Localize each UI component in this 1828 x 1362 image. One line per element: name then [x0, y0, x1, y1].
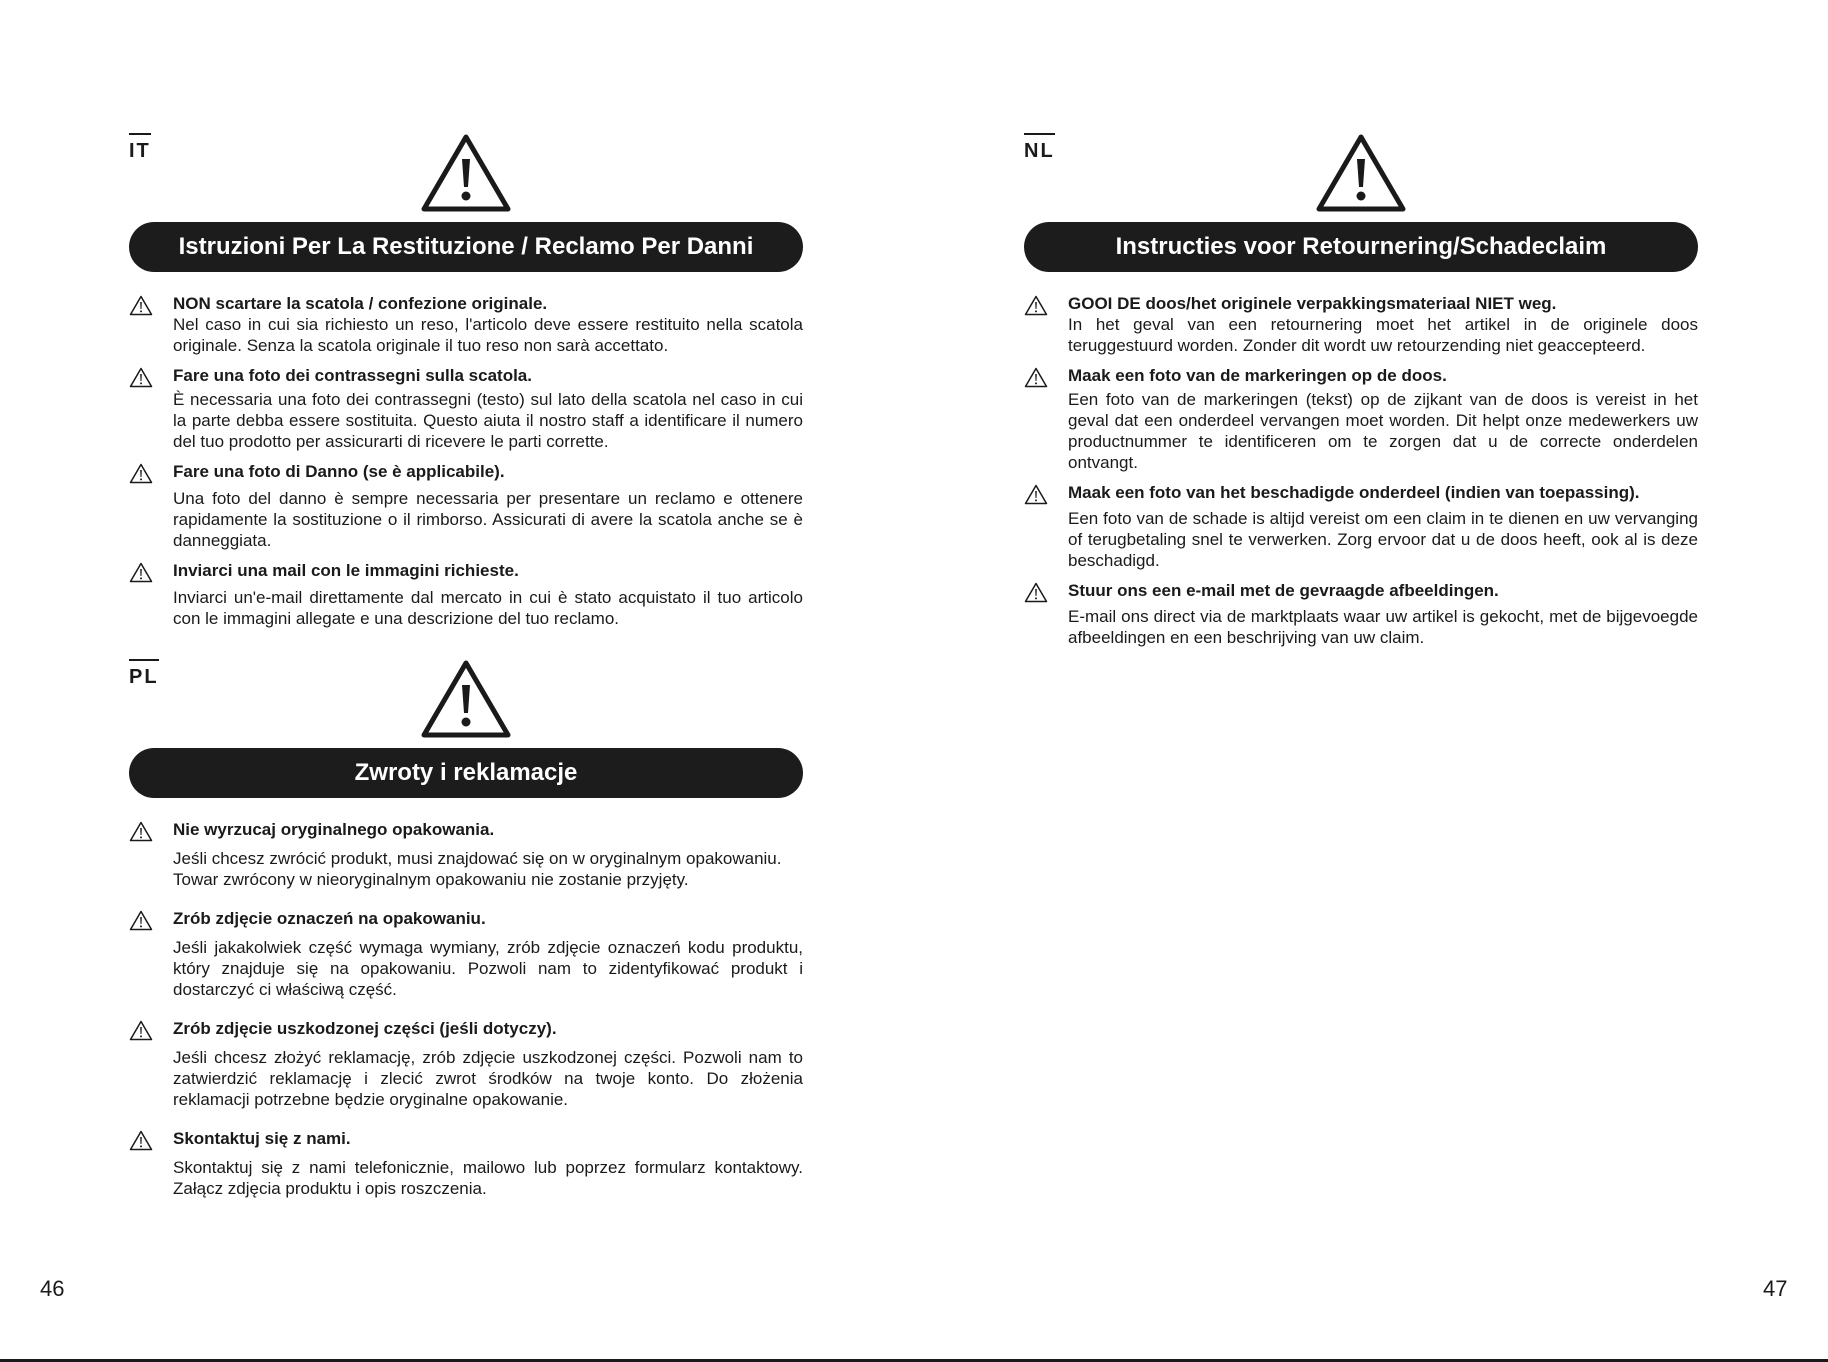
list-item	[129, 365, 803, 452]
item-body: Jeśli chcesz zwrócić produkt, musi znajdować się on w oryginalnym opakowaniu. Towar zwrócony w nieoryginalnym opakowaniu nie zostanie przyjęty.	[173, 849, 782, 889]
page-number-left: 46	[40, 1276, 65, 1301]
section-it	[129, 133, 803, 653]
list-item	[1024, 580, 1698, 648]
section-title-banner: Zwroty i reklamacje	[129, 748, 803, 798]
item-body: Een foto van de markeringen (tekst) op de zijkant van de doos is vereist in het geval dat een onderdeel vervangen moet worden. Dit helpt onze medewerkers uw productnummer te identificeren om te zorgen dat u de correcte onderdelen ontvangt.	[1068, 390, 1698, 472]
warning-icon	[1024, 295, 1048, 316]
warning-icon	[129, 367, 153, 388]
section-pl	[129, 659, 803, 1219]
warning-icon	[1024, 582, 1048, 603]
instruction-list	[1024, 293, 1698, 648]
page-number-right: 47	[1763, 1276, 1788, 1301]
warning-icon	[129, 910, 153, 931]
item-body: Inviarci un'e-mail direttamente dal mercato in cui è stato acquistato il tuo articolo con le immagini allegate e una descrizione del tuo reclamo.	[173, 588, 803, 628]
list-item	[129, 819, 803, 890]
warning-triangle-icon	[420, 133, 512, 213]
item-title: Nie wyrzucaj oryginalnego opakowania.	[173, 820, 495, 839]
section-title-banner: Istruzioni Per La Restituzione / Reclamo Per Danni	[129, 222, 803, 272]
warning-icon	[1024, 367, 1048, 388]
item-body: Jeśli chcesz złożyć reklamację, zrób zdjęcie uszkodzonej części. Pozwoli nam to zatwierdzić reklamację i zlecić zwrot środków na twoje konto. Do złożenia reklamacji potrzebne będzie oryginalne opakowanie.	[173, 1048, 803, 1109]
warning-triangle-icon	[1315, 133, 1407, 213]
item-body: Een foto van de schade is altijd vereist om een claim in te dienen en uw vervanging of terugbetaling snel te verwerken. Zorg ervoor dat u de doos heeft, ook al is deze beschadigd.	[1068, 509, 1698, 570]
instruction-list	[129, 293, 803, 629]
language-label: NL	[1024, 133, 1055, 161]
item-title: Stuur ons een e-mail met de gevraagde afbeeldingen.	[1068, 581, 1499, 600]
instruction-list	[129, 819, 803, 1199]
list-item	[129, 461, 803, 551]
item-body: In het geval van een retournering moet het artikel in de originele doos teruggestuurd worden. Zonder dit wordt uw retourzending niet geaccepteerd.	[1068, 315, 1698, 355]
section-title-banner: Instructies voor Retournering/Schadeclaim	[1024, 222, 1698, 272]
warning-icon	[129, 1130, 153, 1151]
warning-icon	[129, 1020, 153, 1041]
list-item	[1024, 365, 1698, 473]
language-label: PL	[129, 659, 159, 687]
item-title: Fare una foto di Danno (se è applicabile).	[173, 462, 505, 481]
warning-icon	[129, 821, 153, 842]
item-body: Una foto del danno è sempre necessaria per presentare un reclamo e ottenere rapidamente la sostituzione o il rimborso. Assicurati di avere la scatola anche se è danneggiata.	[173, 489, 803, 550]
list-item	[129, 560, 803, 629]
item-body: Nel caso in cui sia richiesto un reso, l'articolo deve essere restituito nella scatola originale. Senza la scatola originale il tuo reso non sarà accettato.	[173, 315, 803, 355]
section-nl	[1024, 133, 1698, 673]
warning-icon	[1024, 484, 1048, 505]
list-item	[129, 1018, 803, 1110]
item-body: Skontaktuj się z nami telefonicznie, mailowo lub poprzez formularz kontaktowy. Załącz zdjęcia produktu i opis roszczenia.	[173, 1158, 803, 1198]
item-title: Zrób zdjęcie oznaczeń na opakowaniu.	[173, 909, 486, 928]
list-item	[1024, 482, 1698, 571]
warning-icon	[129, 562, 153, 583]
warning-triangle-icon	[420, 659, 512, 739]
item-title: Skontaktuj się z nami.	[173, 1129, 351, 1148]
item-title: NON scartare la scatola / confezione originale.	[173, 294, 548, 313]
item-title: Zrób zdjęcie uszkodzonej części (jeśli dotyczy).	[173, 1019, 557, 1038]
item-body: È necessaria una foto dei contrassegni (testo) sul lato della scatola nel caso in cui la parte debba essere sostituita. Questo aiuta il nostro staff a identificare il numero del tuo prodotto per assicurarti di ricevere le parti corrette.	[173, 390, 803, 451]
list-item	[1024, 293, 1698, 356]
warning-icon	[129, 295, 153, 316]
item-title: Fare una foto dei contrassegni sulla scatola.	[173, 366, 532, 385]
item-title: Maak een foto van de markeringen op de doos.	[1068, 366, 1447, 385]
item-title: Maak een foto van het beschadigde onderdeel (indien van toepassing).	[1068, 483, 1640, 502]
list-item	[129, 1128, 803, 1199]
warning-icon	[129, 463, 153, 484]
item-title: GOOI DE doos/het originele verpakkingsmateriaal NIET weg.	[1068, 294, 1557, 313]
item-title: Inviarci una mail con le immagini richieste.	[173, 561, 519, 580]
item-body: E-mail ons direct via de marktplaats waar uw artikel is gekocht, met de bijgevoegde afbeeldingen en een beschrijving van uw claim.	[1068, 607, 1698, 647]
language-label: IT	[129, 133, 151, 161]
item-body: Jeśli jakakolwiek część wymaga wymiany, zrób zdjęcie oznaczeń kodu produktu, który znajduje się na opakowaniu. Pozwoli nam to zidentyfikować produkt i dostarczyć ci właściwą część.	[173, 938, 803, 999]
list-item	[129, 908, 803, 1000]
list-item	[129, 293, 803, 356]
